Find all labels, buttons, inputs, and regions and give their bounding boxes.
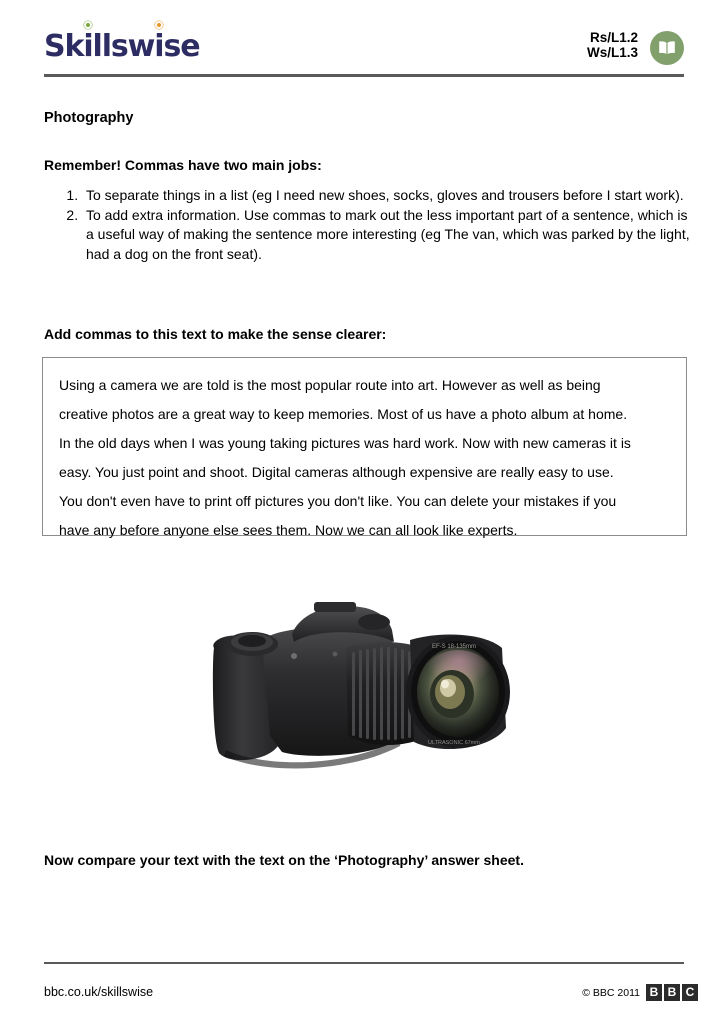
- footer-divider: [44, 962, 684, 964]
- svg-text:EF-S 18-135mm: EF-S 18-135mm: [432, 644, 477, 650]
- footer-url[interactable]: bbc.co.uk/skillswise: [44, 985, 154, 999]
- skillswise-logo: [44, 29, 200, 64]
- logo-letter-i-second: i: [154, 32, 163, 62]
- exercise-line: creative photos are a great way to keep memories. Most of us have a photo album at home.: [59, 406, 628, 422]
- comma-jobs-list: [44, 186, 694, 264]
- header-divider: [44, 74, 684, 77]
- list-item: 1. To separate things in a list (eg I need new shoes, socks, gloves and trousers before I start work).: [82, 186, 694, 206]
- dslr-camera-illustration: [196, 596, 526, 796]
- exercise-line: In the old days when I was young taking pictures was hard work. Now with new cameras it is: [59, 435, 631, 451]
- exercise-line: easy. You just point and shoot. Digital cameras although expensive are really easy to use.: [59, 464, 614, 480]
- remember-heading: Remember! Commas have two main jobs:: [44, 157, 322, 173]
- closing-instruction: Now compare your text with the text on the ‘Photography’ answer sheet.: [44, 852, 524, 868]
- svg-text:ULTRASONIC 67mm: ULTRASONIC 67mm: [428, 740, 480, 746]
- logo-text-part2: llsw: [92, 29, 155, 64]
- bbc-logo-letter-3: C: [682, 984, 698, 1001]
- exercise-line: have any before anyone else sees them. Now we can all look like experts.: [59, 522, 518, 538]
- bbc-logo: [646, 984, 698, 1001]
- task-instruction: Add commas to this text to make the sense clearer:: [44, 326, 387, 342]
- bbc-logo-letter-1: B: [646, 984, 662, 1001]
- open-book-icon: [657, 40, 677, 56]
- logo-text-part3: se: [163, 29, 200, 64]
- list-item: 2. To add extra information. Use commas to mark out the less important part of a sentence, which is a useful way of making the sentence more interesting (eg The van, which was parked by the light, had a dog on the front seat).: [82, 206, 694, 265]
- logo-text-part1: Sk: [44, 29, 84, 64]
- copyright-text: © BBC 2011: [582, 987, 640, 999]
- green-dot-icon: [84, 21, 92, 29]
- level-code-reading: Rs/L1.2: [589, 30, 638, 45]
- page-title: Photography: [44, 110, 134, 126]
- open-book-badge: [650, 31, 684, 65]
- exercise-text-box[interactable]: [42, 357, 687, 536]
- exercise-line: Using a camera we are told is the most popular route into art. However as well as being: [59, 377, 601, 393]
- level-codes: [587, 30, 638, 60]
- exercise-line: You don't even have to print off pictures you don't like. You can delete your mistakes if you: [59, 493, 617, 509]
- camera-photo: [196, 596, 526, 796]
- logo-letter-i-first: i: [83, 32, 92, 62]
- orange-dot-icon: [155, 21, 163, 29]
- level-code-writing: Ws/L1.3: [586, 45, 638, 60]
- exercise-passage: [59, 371, 670, 545]
- bbc-logo-letter-2: B: [664, 984, 680, 1001]
